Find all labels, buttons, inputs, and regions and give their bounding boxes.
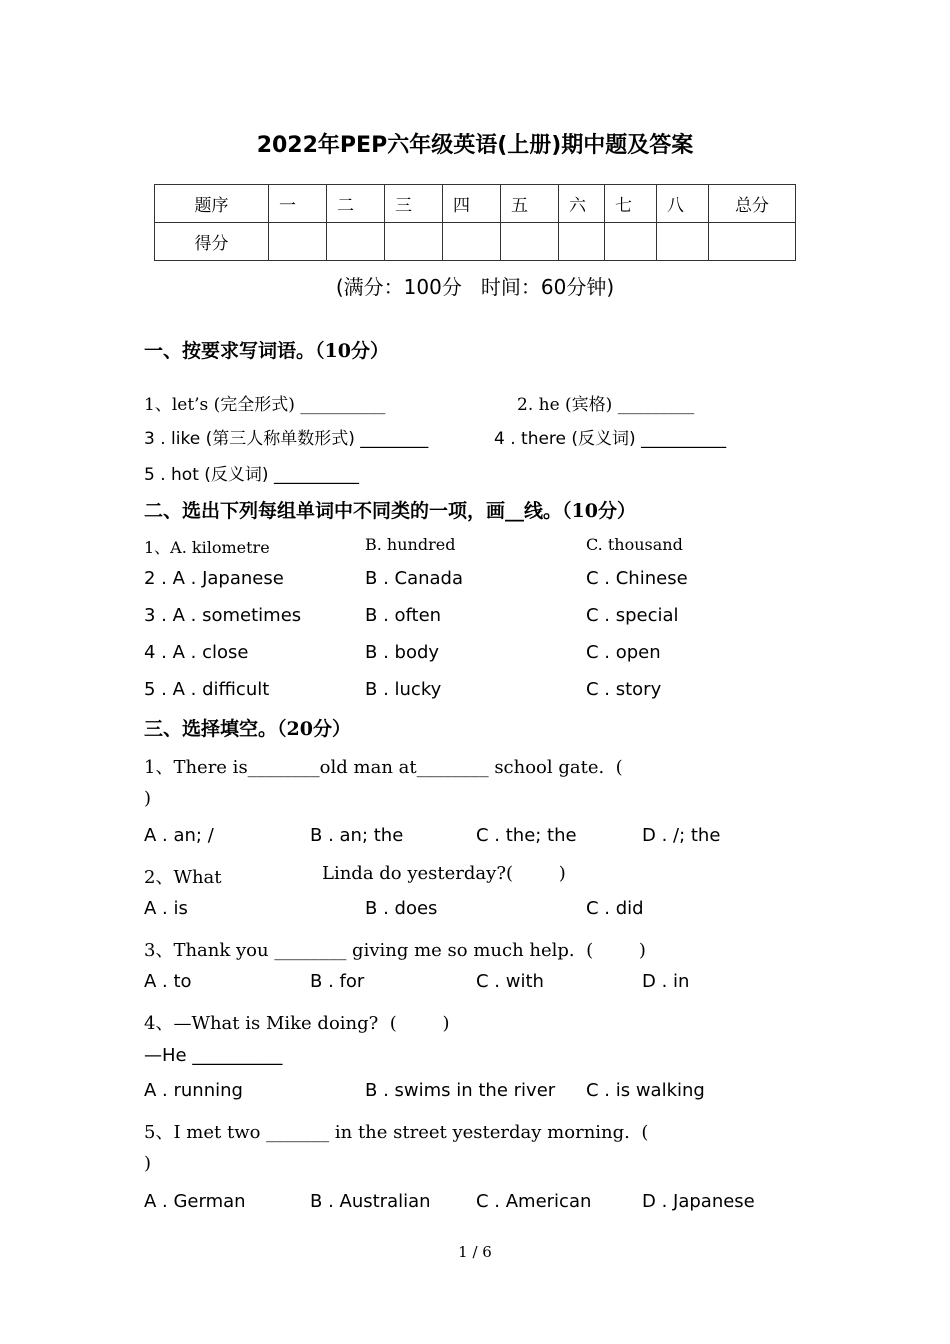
- s2-row-5-option-b: B . lucky: [365, 679, 442, 700]
- s1-question-3: 3 . like (第三人称单数形式) ________: [144, 429, 429, 449]
- s2-row-1-option-a: 1、A. kilometre: [144, 538, 270, 557]
- score-cell[interactable]: [443, 223, 501, 261]
- section-1-heading: 一、按要求写词语。（10分）: [144, 340, 389, 362]
- section-2-heading: 二、选出下列每组单词中不同类的一项，画__线。（10分）: [144, 500, 636, 522]
- table-cell: 七: [605, 185, 657, 223]
- table-cell: 总分: [709, 185, 796, 223]
- table-cell: 四: [443, 185, 501, 223]
- section-3-heading: 三、选择填空。（20分）: [144, 718, 351, 740]
- table-cell: 二: [327, 185, 385, 223]
- score-cell[interactable]: [269, 223, 327, 261]
- full-mark-info: (满分：100分 时间：60分钟): [335, 275, 615, 299]
- s3-question-5: 5、I met two _______ in the street yesterday morning. (: [144, 1122, 649, 1143]
- s2-row-2-option-b: B . Canada: [365, 568, 464, 589]
- score-cell[interactable]: [657, 223, 709, 261]
- s2-row-4-option-a: 4 . A . close: [144, 642, 249, 663]
- s2-row-4-option-c: C . open: [586, 642, 661, 663]
- table-cell: 一: [269, 185, 327, 223]
- s2-row-3-option-b: B . often: [365, 605, 442, 626]
- s2-row-3-option-a: 3 . A . sometimes: [144, 605, 302, 626]
- s3-question-2-start: 2、What: [144, 867, 222, 888]
- s2-row-2-option-a: 2 . A . Japanese: [144, 568, 284, 589]
- table-cell: 题序: [155, 185, 269, 223]
- s3-q5-option-a: A . German: [144, 1191, 246, 1212]
- s2-row-4-option-b: B . body: [365, 642, 440, 663]
- score-cell[interactable]: [605, 223, 657, 261]
- s2-row-5-option-a: 5 . A . difficult: [144, 679, 270, 700]
- s3-question-1-paren: ): [144, 788, 152, 809]
- score-cell[interactable]: [559, 223, 605, 261]
- table-cell: 得分: [155, 223, 269, 261]
- table-cell: 五: [501, 185, 559, 223]
- score-cell[interactable]: [501, 223, 559, 261]
- s3-q4-option-c: C . is walking: [586, 1080, 705, 1101]
- s2-row-5-option-c: C . story: [586, 679, 662, 700]
- s3-question-2-end: Linda do yesterday?( ): [322, 863, 566, 884]
- table-cell: 三: [385, 185, 443, 223]
- s3-q5-option-b: B . Australian: [310, 1191, 431, 1212]
- page-title: 2022年PEP六年级英语(上册)期中题及答案: [256, 133, 694, 158]
- table-cell: 八: [657, 185, 709, 223]
- s3-q1-option-d: D . /; the: [642, 825, 721, 846]
- score-table: [154, 184, 796, 261]
- s3-q1-option-b: B . an; the: [310, 825, 404, 846]
- s3-q5-option-d: D . Japanese: [642, 1191, 755, 1212]
- s3-q2-option-a: A . is: [144, 898, 188, 919]
- s3-q2-option-c: C . did: [586, 898, 644, 919]
- s3-question-3: 3、Thank you ________ giving me so much help. ( ): [144, 940, 646, 961]
- table-cell: 六: [559, 185, 605, 223]
- s2-row-1-option-c: C. thousand: [586, 535, 683, 554]
- s1-question-5: 5 . hot (反义词) __________: [144, 465, 359, 485]
- s3-q3-option-c: C . with: [476, 971, 544, 992]
- s3-q5-option-c: C . American: [476, 1191, 592, 1212]
- s3-q2-option-b: B . does: [365, 898, 438, 919]
- score-cell[interactable]: [327, 223, 385, 261]
- s3-q3-option-b: B . for: [310, 971, 365, 992]
- score-cell[interactable]: [385, 223, 443, 261]
- s3-q4-option-a: A . running: [144, 1080, 243, 1101]
- s1-question-2: 2. he (宾格) _________: [517, 395, 695, 415]
- s1-question-1: 1、let’s (完全形式) __________: [144, 395, 386, 415]
- s3-q3-option-d: D . in: [642, 971, 690, 992]
- s3-question-1: 1、There is________old man at________ school gate. (: [144, 757, 623, 778]
- s3-q3-option-a: A . to: [144, 971, 192, 992]
- s2-row-2-option-c: C . Chinese: [586, 568, 688, 589]
- score-table-score-row: [155, 223, 796, 261]
- s2-row-3-option-c: C . special: [586, 605, 679, 626]
- score-table-header-row: [155, 185, 796, 223]
- s3-question-4-answer: —He __________: [144, 1045, 283, 1066]
- s3-question-5-paren: ): [144, 1153, 152, 1174]
- s2-row-1-option-b: B. hundred: [365, 535, 456, 554]
- s3-question-4: 4、—What is Mike doing? ( ): [144, 1013, 450, 1034]
- page-number: 1 / 6: [458, 1243, 492, 1261]
- s3-q1-option-c: C . the; the: [476, 825, 577, 846]
- s3-q4-option-b: B . swims in the river: [365, 1080, 556, 1101]
- s1-question-4: 4 . there (反义词) __________: [494, 429, 727, 449]
- score-cell[interactable]: [709, 223, 796, 261]
- s3-q1-option-a: A . an; /: [144, 825, 214, 846]
